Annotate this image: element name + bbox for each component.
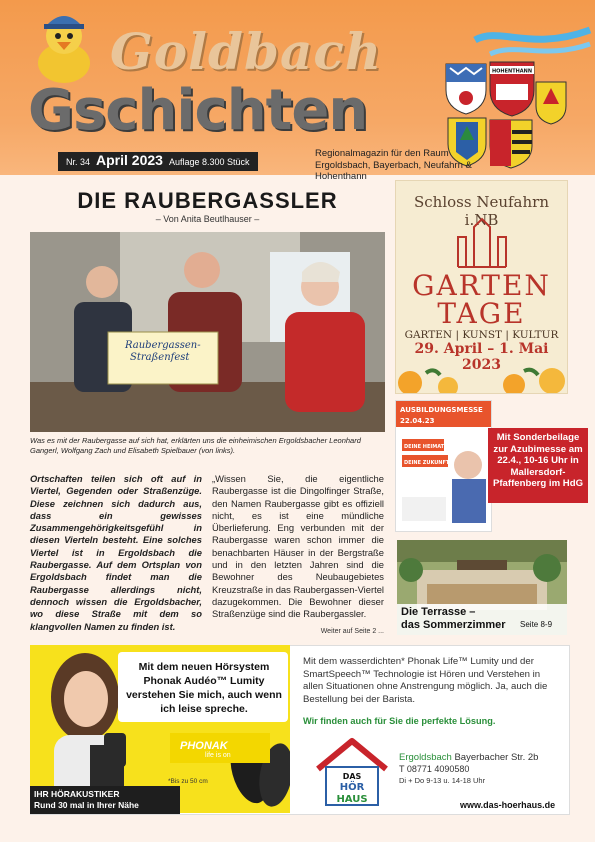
garten-tage-ad[interactable] <box>395 180 568 394</box>
article-photo-image <box>30 232 385 432</box>
terrace-title-line1: Die Terrasse – <box>401 606 476 618</box>
ausbildungsmesse-ad[interactable] <box>395 400 492 532</box>
hoerhaus-website-link[interactable]: www.das-hoerhaus.de <box>460 800 556 810</box>
hoerhaus-phone[interactable]: T 08771 4090580 <box>399 764 470 774</box>
ausbildung-supplement-label: Mit Sonderbeilage zur Azubimesse am 22.4., 10-16 Uhr in Mallersdorf-Pfaffenberg im HdG <box>488 428 588 503</box>
crest-hohenthann-icon <box>490 62 534 116</box>
speech-bubble-text: Mit dem neuen Hörsystem Phonak Audéo™ Lumity verstehen Sie mich, auch wenn ich leise spreche. <box>126 661 282 715</box>
ausbildungsmesse-poster <box>396 401 491 531</box>
ausb-tag2: DEINE ZUKUNFT! <box>404 460 452 466</box>
region-subtitle: Regionalmagazin für den Raum Ergoldsbach, Bayerbach, Neufahrn & Hohenthann <box>315 148 472 182</box>
issue-number: Nr. 34 <box>66 157 91 167</box>
garten-title-line1: GARTEN <box>412 269 551 302</box>
hoerhaus-street: Bayerbacher Str. 2b <box>454 752 539 763</box>
wave-decoration <box>470 22 595 62</box>
terrace-page-ref[interactable]: Seite 8-9 <box>520 620 553 629</box>
circulation: Auflage 8.300 Stück <box>168 157 250 167</box>
hoerhaus-body-text: Mit dem wasserdichten* Phonak Life™ Lumity und der SmartSpeech™ Technologie ist Hören und Verstehen in allen Situationen ohne Anstrengung möglich. Ja, auch die Bestellung bei der Barista. <box>303 656 548 705</box>
duck-mascot-icon <box>24 8 104 88</box>
photo-sign-line2: Straßenfest <box>130 352 190 363</box>
garten-year: 2023 <box>462 357 501 373</box>
continued-link[interactable]: Weiter auf Seite 2 ... <box>320 628 384 635</box>
hoerhaus-logo-line2: HÖR <box>339 782 365 793</box>
hoerakustiker-line1: IHR HÖRAKUSTIKER <box>34 789 120 799</box>
crest-fourth-icon <box>536 82 566 124</box>
article-photo <box>30 232 385 432</box>
ausb-tag1: DEINE HEIMAT <box>404 444 445 450</box>
hoerhaus-address <box>399 752 538 763</box>
crest-ergoldsbach-icon <box>446 64 486 114</box>
issue-date: April 2023 <box>96 152 163 168</box>
garten-title-line2: TAGE <box>437 297 526 330</box>
article-author: – Von Anita Beutlhauser – <box>155 214 260 224</box>
garten-subtitle: GARTEN | KUNST | KULTUR <box>404 329 559 341</box>
orange-fruit-decoration <box>396 367 567 393</box>
photo-caption: Was es mit der Raubergasse auf sich hat, erklärten uns die einheimischen Ergoldsbacher Leonhard Gangerl, Wolfgang Zach und Elisabeth Spielbauer (von links). <box>30 436 361 455</box>
article-column-left: Ortschaften teilen sich oft auf in Viertel, Gegenden oder Straßenzüge. Diese zeichnen sich dadurch aus, dass ein gewisses Zusammengehörigkeitsgefühl in diesen Vierteln besteht. Eine solches Viertel ist in Ergoldsbach die Raubergasse. Auf dem Ortsplan von Ergoldsbach findet man die Raubergasse allerdings nicht, dennoch wissen die Ergoldsbacher, wo diese Straße mit dem so klangvollen Namen zu finden ist. <box>30 473 202 632</box>
hoerhaus-logo <box>312 735 392 807</box>
terrace-title-line2: das Sommerzimmer <box>401 619 506 631</box>
phonak-logo: PHONAK <box>180 740 228 752</box>
hoerhaus-logo-line3: HAUS <box>336 794 368 805</box>
masthead-title-goldbach: Goldbach <box>110 22 383 81</box>
ad-disclaimer: *Bis zu 50 cm <box>168 778 208 785</box>
garten-dates: 29. April – 1. Mai <box>414 341 549 357</box>
castle-icon <box>454 217 510 269</box>
phonak-tagline: life is on <box>205 752 231 759</box>
photo-sign-line1: Raubergassen- <box>125 340 201 351</box>
hoerhaus-hours: Di + Do 9-13 u. 14-18 Uhr <box>399 776 486 785</box>
ausb-headline: AUSBILDUNGSMESSE <box>400 406 483 414</box>
hoerhaus-logo-line1: DAS <box>342 772 362 781</box>
garten-venue: Schloss Neufahrn i.NB <box>414 193 549 229</box>
article-title: DIE RAUBERGASSLER <box>77 188 338 213</box>
masthead-title-gschichten: Gschichten <box>28 78 368 143</box>
crest-neufahrn-icon <box>490 120 532 168</box>
issue-bar <box>58 152 258 171</box>
terrace-title[interactable] <box>401 606 506 632</box>
ausb-date: 22.04.23 <box>400 417 435 425</box>
crest-label: HOHENTHANN <box>491 68 533 75</box>
hoerhaus-cta: Wir finden auch für Sie die perfekte Lösung. <box>303 716 496 726</box>
article-column-right: „Wissen Sie, die eigentliche Raubergasse ist die Dingolfinger Straße, den Namen Raubergasse gibt es offiziell nicht, es ist eine mündliche Überlieferung. Eng verbunden mit der Raubergasse waren schon immer die benachbarten Häuser in der Bergstraße und in den letzten Jahren sind die Bewohner des Neubaugebietes Kreuzstraße in das Raubergassen-Viertel dazugekommen. Die Bewohner dieser Straßenzüge sind die Raubergassler. <box>212 473 384 620</box>
hoerhaus-town: Ergoldsbach <box>399 752 452 763</box>
hoerakustiker-line2: Rund 30 mal in Ihrer Nähe <box>34 800 139 810</box>
